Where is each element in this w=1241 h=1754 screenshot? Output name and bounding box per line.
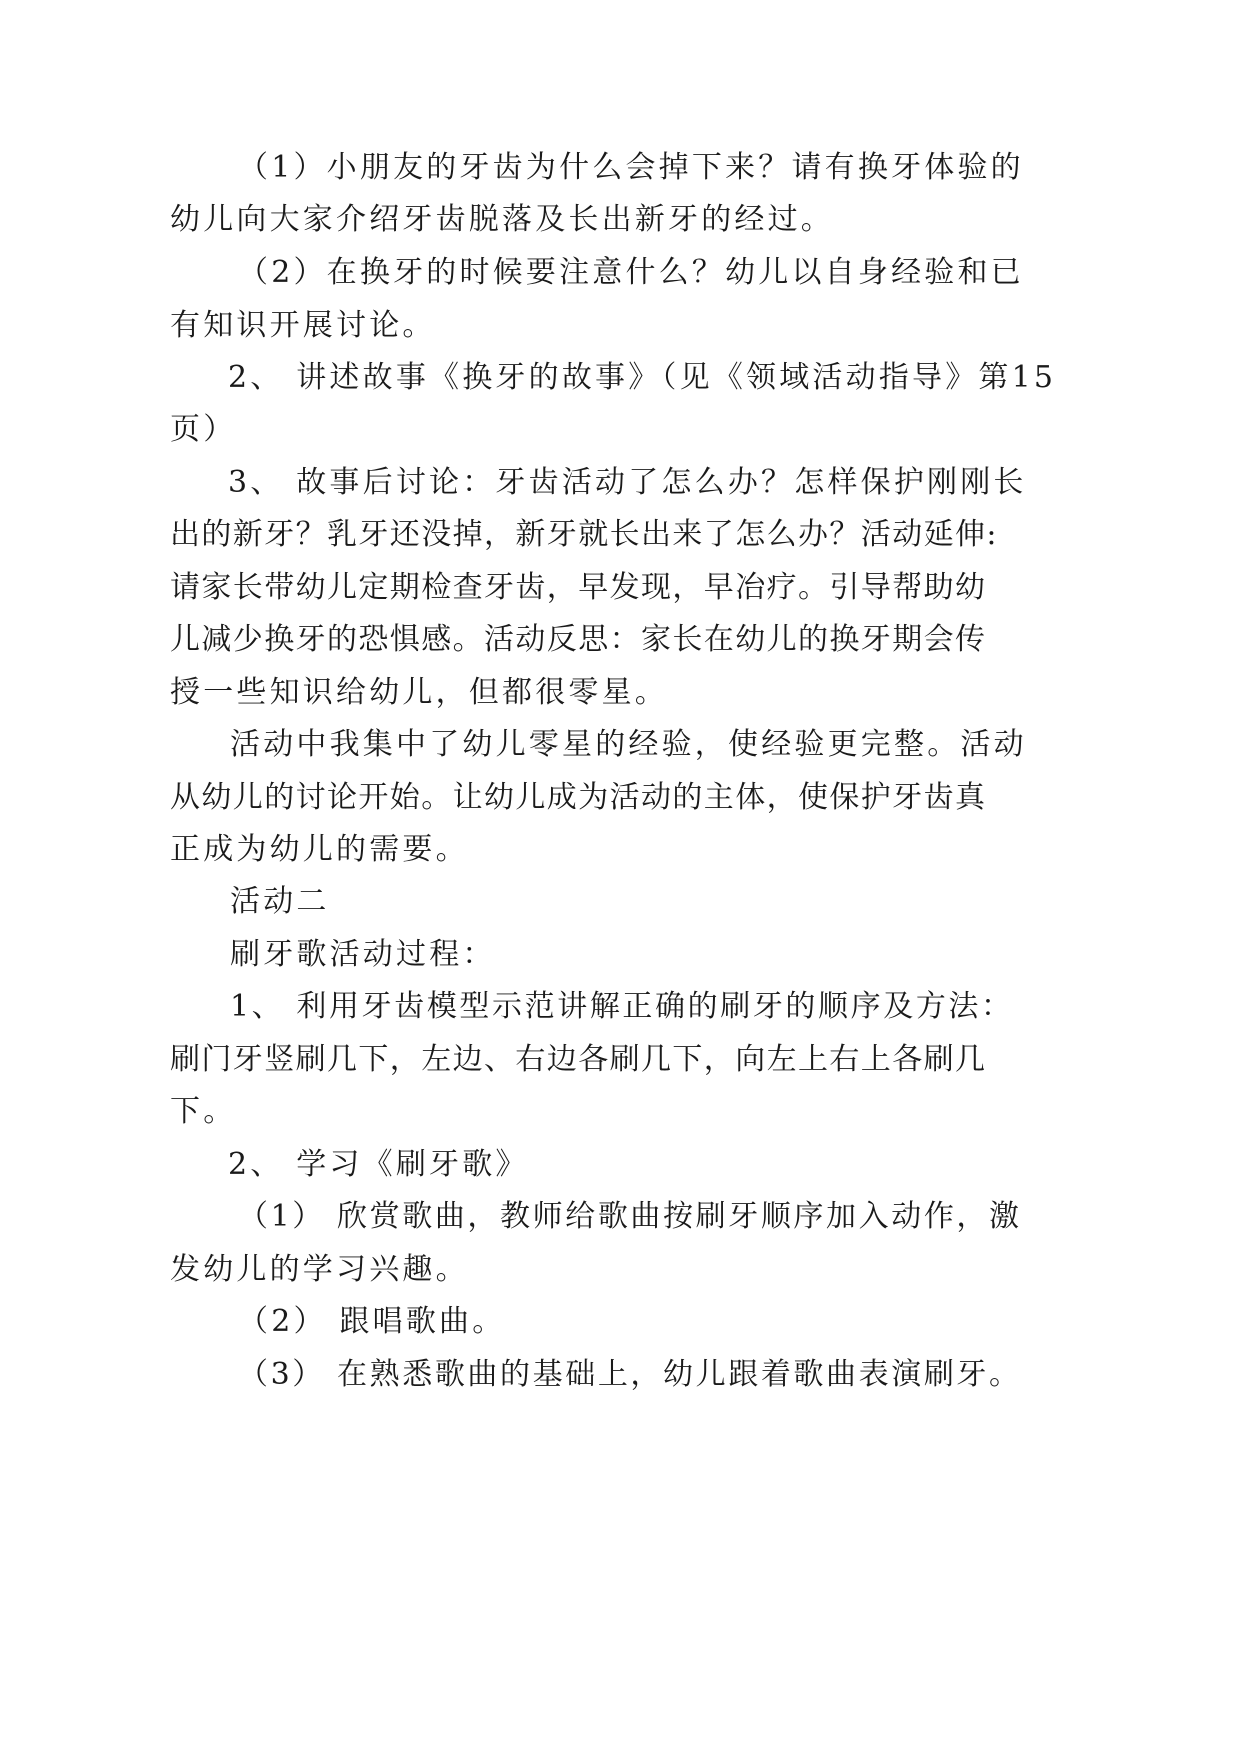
text-line: （2） 跟唱歌曲。 bbox=[238, 1304, 506, 1339]
text-line: 有知识开展讨论。 bbox=[170, 308, 436, 343]
text-line: 幼儿向大家介绍牙齿脱落及长出新牙的经过。 bbox=[170, 202, 834, 237]
text-line: 1、 利用牙齿模型示范讲解正确的刷牙的顺序及方法： bbox=[230, 989, 1014, 1024]
text-line: 页） bbox=[170, 412, 237, 447]
text-line: 授一些知识给幼儿，但都很零星。 bbox=[170, 675, 668, 710]
text-line: 出的新牙？乳牙还没掉，新牙就长出来了怎么办？活动延伸: bbox=[170, 517, 998, 552]
text-line: 发幼儿的学习兴趣。 bbox=[170, 1252, 469, 1287]
text-line: 从幼儿的讨论开始。让幼儿成为活动的主体，使保护牙齿真 bbox=[170, 780, 987, 815]
section-subheading: 刷牙歌活动过程： bbox=[230, 937, 496, 972]
text-line: 刷门牙竖刷几下，左边、右边各刷几下，向左上右上各刷几 bbox=[170, 1042, 987, 1077]
text-line: 下。 bbox=[170, 1094, 237, 1129]
text-line: （3） 在熟悉歌曲的基础上，幼儿跟着歌曲表演刷牙。 bbox=[238, 1357, 1022, 1392]
text-line: 活动中我集中了幼儿零星的经验，使经验更完整。活动 bbox=[230, 727, 1027, 762]
text-line: 2、 学习《刷牙歌》 bbox=[228, 1147, 529, 1182]
section-heading: 活动二 bbox=[230, 884, 330, 919]
text-line: 2、 讲述故事《换牙的故事》（见《领域活动指导》第15 bbox=[228, 360, 1057, 395]
text-line: 请家长带幼儿定期检查牙齿，早发现，早冶疗。引导帮助幼 bbox=[170, 570, 987, 605]
text-line: （1）小朋友的牙齿为什么会掉下来？请有换牙体验的 bbox=[238, 150, 1024, 185]
text-line: 儿减少换牙的恐惧感。活动反思：家长在幼儿的换牙期会传 bbox=[170, 622, 987, 657]
text-line: 正成为幼儿的需要。 bbox=[170, 832, 469, 867]
text-line: 3、 故事后讨论：牙齿活动了怎么办？怎样保护刚刚长 bbox=[228, 465, 1027, 500]
text-line: （2）在换牙的时候要注意什么？幼儿以自身经验和已 bbox=[238, 255, 1024, 290]
text-line: （1） 欣赏歌曲，教师给歌曲按刷牙顺序加入动作，激 bbox=[238, 1199, 1022, 1234]
